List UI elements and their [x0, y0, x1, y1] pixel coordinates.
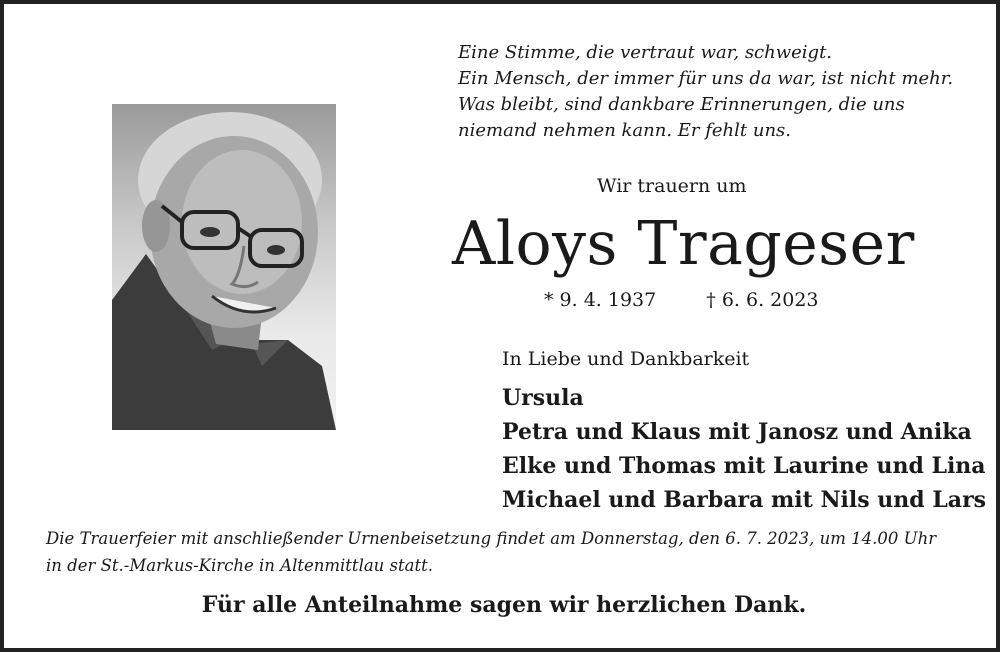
poem-line: niemand nehmen kann. Er fehlt uns.: [458, 120, 792, 141]
service-line: in der St.-Markus-Kirche in Altenmittlau statt.: [46, 556, 433, 575]
mourners-intro: In Liebe und Dankbarkeit: [502, 348, 750, 370]
mourners-list: [502, 381, 986, 517]
deceased-name: Aloys Trageser: [452, 209, 915, 279]
mourner-line: Ursula: [502, 385, 584, 411]
mourner-line: Michael und Barbara mit Nils und Lars: [502, 487, 987, 513]
portrait-photo: [112, 104, 336, 430]
poem-line: Was bleibt, sind dankbare Erinnerungen, die uns: [458, 94, 905, 115]
memorial-poem: [458, 40, 953, 144]
mourner-line: Petra und Klaus mit Janosz und Anika: [502, 419, 972, 445]
birth-date: * 9. 4. 1937: [544, 289, 657, 311]
poem-line: Ein Mensch, der immer für uns da war, ist nicht mehr.: [458, 68, 954, 89]
portrait-icon: [112, 104, 336, 430]
service-line: Die Trauerfeier mit anschließender Urnenbeisetzung findet am Donnerstag, den 6. 7. 2023, um 14.00 Uhr: [46, 529, 937, 548]
poem-line: Eine Stimme, die vertraut war, schweigt.: [458, 42, 833, 63]
service-info: [46, 525, 976, 579]
intro-text: Wir trauern um: [597, 175, 747, 197]
life-dates: [544, 289, 819, 311]
death-date: † 6. 6. 2023: [706, 289, 819, 311]
thanks-text: Für alle Anteilnahme sagen wir herzlichen Dank.: [201, 592, 807, 618]
mourner-line: Elke und Thomas mit Laurine und Lina: [502, 453, 986, 479]
